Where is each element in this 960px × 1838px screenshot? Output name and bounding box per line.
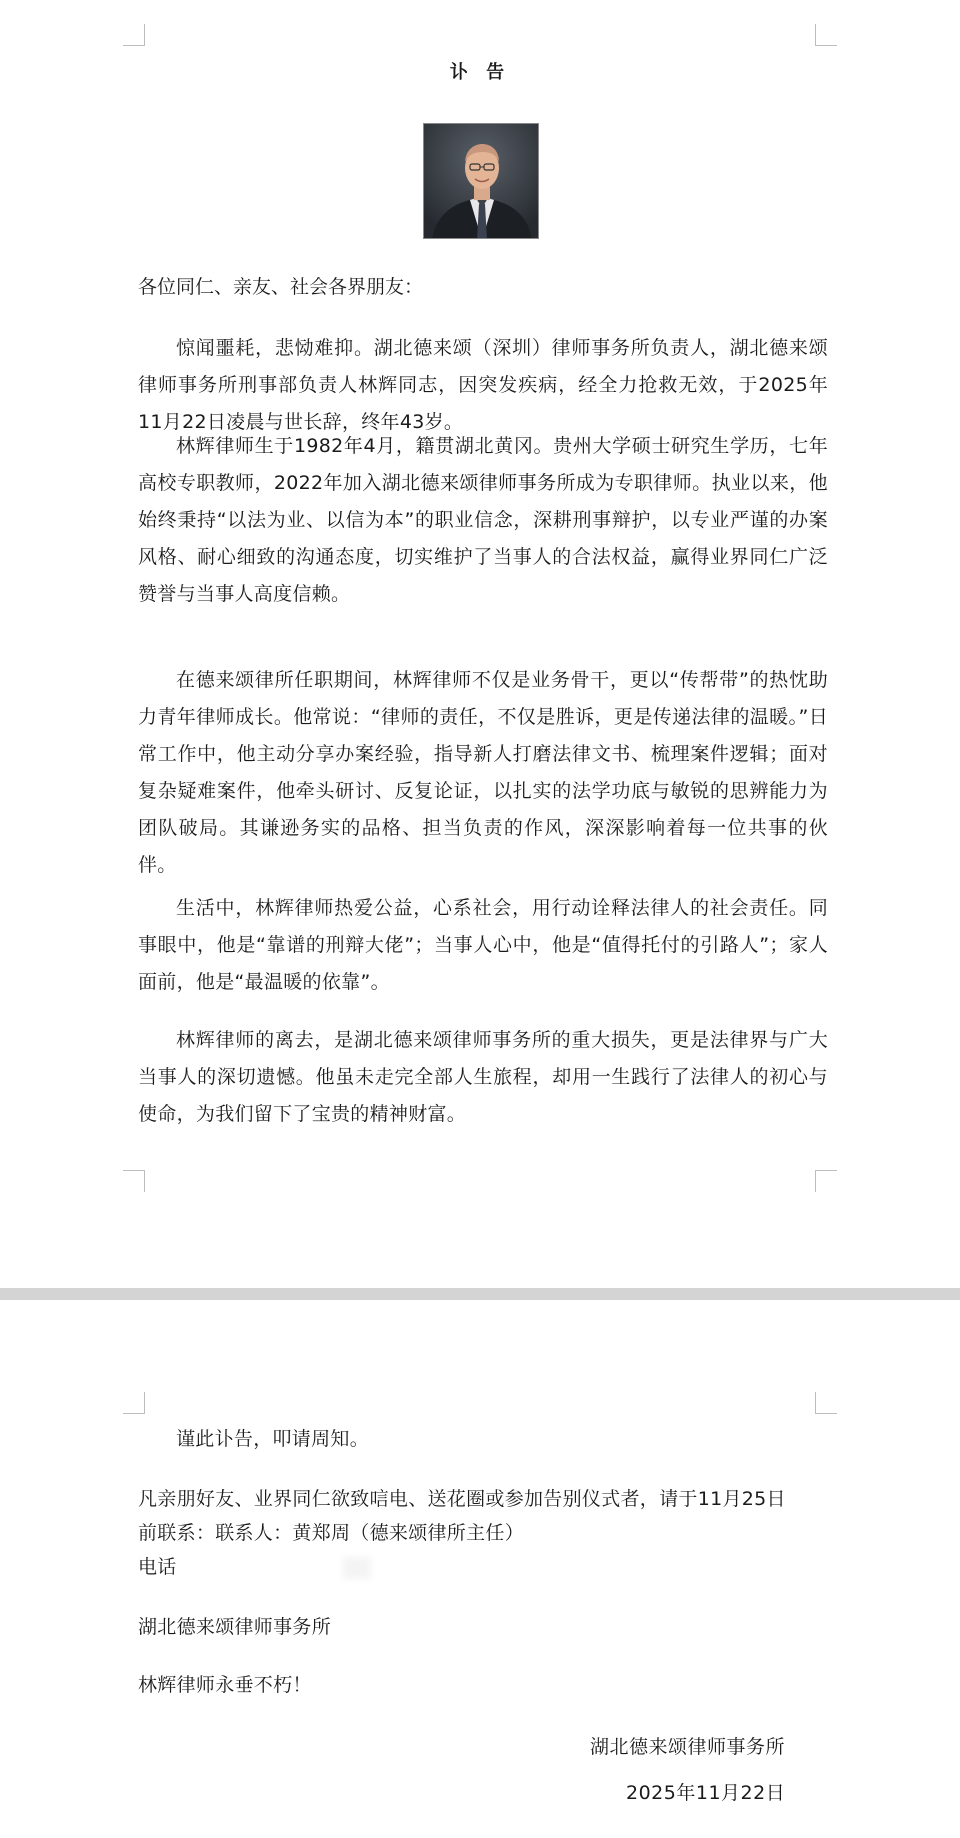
notice-title: 讣 告 — [449, 62, 511, 83]
closing-line: 谨此讣告，叩请周知。 — [176, 1428, 370, 1450]
tribute-line: 林辉律师永垂不朽！ — [138, 1674, 312, 1696]
paragraph-life: 生活中，林辉律师热爱公益，心系社会，用行动诠释法律人的社会责任。同事眼中，他是“靠谱的刑辩大佬”；当事人心中，他是“值得托付的引路人”；家人面前，他是“最温暖的依靠”。 — [138, 897, 828, 993]
crop-mark-top-right — [815, 1392, 837, 1414]
phone-row — [138, 1552, 371, 1582]
contact-line-1: 凡亲朋好友、业界同仁欲致唁电、送花圈或参加告别仪式者，请于11月25日 — [138, 1488, 786, 1510]
signature-date: 2025年11月22日 — [626, 1782, 786, 1804]
page-separator — [0, 1288, 960, 1300]
crop-mark-top-left — [123, 24, 145, 46]
paragraph-mentorship: 在德来颂律所任职期间，林辉律师不仅是业务骨干，更以“传帮带”的热忱助力青年律师成长。他常说：“律师的责任，不仅是胜诉，更是传递法律的温暖。”日常工作中，他主动分享办案经验，指导新人打磨法律文书、梳理案件逻辑；面对复杂疑难案件，他牵头研讨、反复论证，以扎实的法学功底与敏锐的思辨能力为团队破局。其谦逊务实的品格、担当负责的作风，深深影响着每一位共事的伙伴。 — [138, 669, 828, 876]
redacted-phone — [343, 1557, 371, 1579]
portrait-photo — [423, 123, 539, 239]
phone-label: 电话 — [138, 1556, 177, 1578]
crop-mark-bottom-right — [815, 1170, 837, 1192]
crop-mark-bottom-left — [123, 1170, 145, 1192]
crop-mark-top-left — [123, 1392, 145, 1414]
paragraph-announcement: 惊闻噩耗，悲恸难抑。湖北德来颂（深圳）律师事务所负责人，湖北德来颂律师事务所刑事部负责人林辉同志，因突发疾病，经全力抢救无效，于2025年11月22日凌晨与世长辞，终年43岁。 — [138, 337, 828, 433]
salutation: 各位同仁、亲友、社会各界朋友： — [138, 276, 424, 298]
document-page-2 — [0, 1300, 960, 1838]
firm-name: 湖北德来颂律师事务所 — [138, 1616, 332, 1638]
crop-mark-top-right — [815, 24, 837, 46]
contact-line-2: 前联系：联系人：黄郑周（德来颂律所主任） — [138, 1522, 525, 1544]
signature-firm: 湖北德来颂律师事务所 — [590, 1736, 786, 1758]
paragraph-biography: 林辉律师生于1982年4月，籍贯湖北黄冈。贵州大学硕士研究生学历，七年高校专职教师，2022年加入湖北德来颂律师事务所成为专职律师。执业以来，他始终秉持“以法为业、以信为本”的职业信念，深耕刑事辩护，以专业严谨的办案风格、耐心细致的沟通态度，切实维护了当事人的合法权益，赢得业界同仁广泛赞誉与当事人高度信赖。 — [138, 435, 828, 605]
paragraph-loss: 林辉律师的离去，是湖北德来颂律师事务所的重大损失，更是法律界与广大当事人的深切遗憾。他虽未走完全部人生旅程，却用一生践行了法律人的初心与使命，为我们留下了宝贵的精神财富。 — [138, 1029, 828, 1125]
